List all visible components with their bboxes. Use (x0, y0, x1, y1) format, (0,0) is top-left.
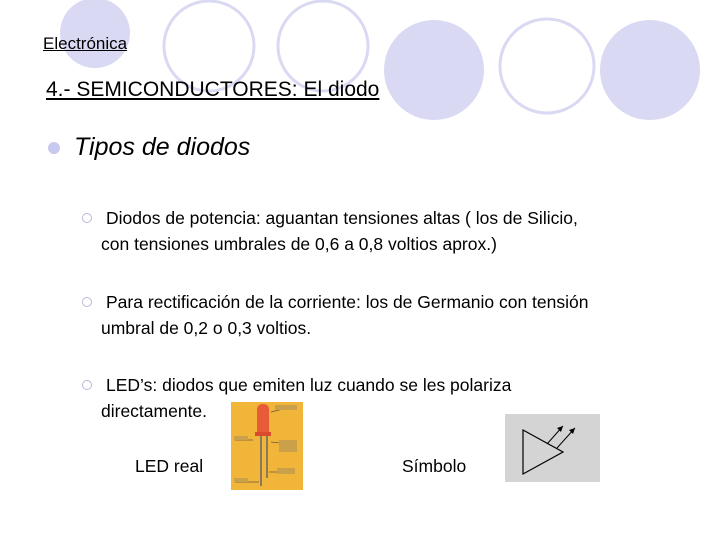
list-item-line: umbral de 0,2 o 0,3 voltios. (101, 318, 312, 338)
header-label: Electrónica (43, 34, 128, 53)
ring-bullet-icon (82, 297, 92, 307)
led-real-label: LED real (135, 456, 204, 476)
list-item-line: directamente. (101, 401, 208, 421)
ring-bullet-icon (82, 213, 92, 223)
section-heading: Tipos de diodos (74, 133, 251, 161)
decor-ring-3 (500, 19, 594, 113)
slide-title: 4.- SEMICONDUCTORES: El diodo (46, 78, 380, 101)
led-photo (231, 402, 303, 490)
list-item-line: Diodos de potencia: aguantan tensiones altas ( los de Silicio, (106, 208, 578, 228)
decor-circle-2 (384, 20, 484, 120)
list-item-line: con tensiones umbrales de 0,6 a 0,8 voltios aprox.) (101, 234, 497, 254)
section-bullet-icon (48, 142, 60, 154)
list-item-line: Para rectificación de la corriente: los de Germanio con tensión (106, 292, 589, 312)
led-symbol-icon (505, 414, 600, 482)
ring-bullet-icon (82, 380, 92, 390)
decor-circle-3 (600, 20, 700, 120)
list-item-line: LED’s: diodos que emiten luz cuando se les polariza (106, 375, 512, 395)
symbol-label: Símbolo (402, 456, 467, 476)
